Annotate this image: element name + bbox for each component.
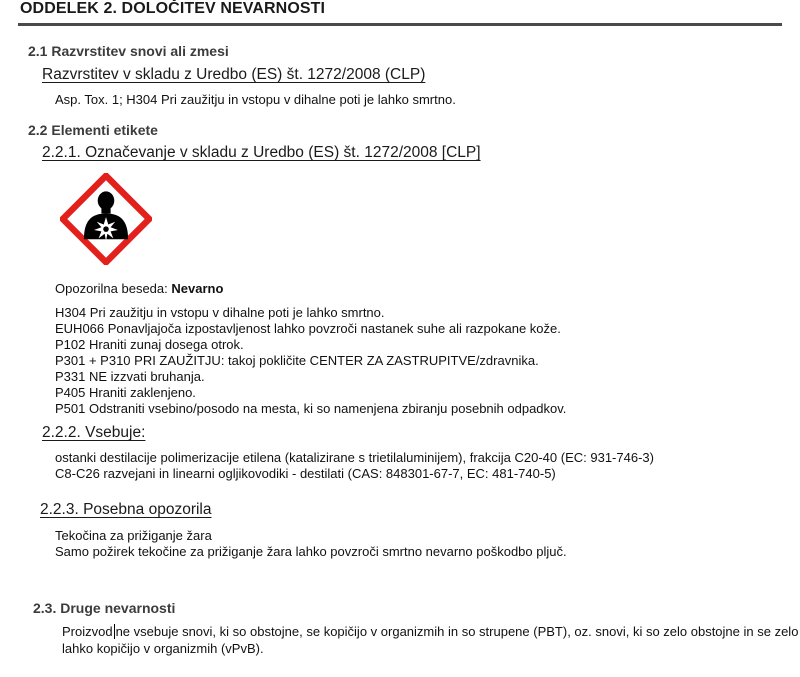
subheading-2-2-1: 2.2.1. Označevanje v skladu z Uredbo (ES) št. 1272/2008 [CLP] <box>42 144 481 161</box>
other-hazards-text-rest: ne vsebuje snovi, ki so obstojne, se kopičijo v organizmih in so strupene (PBT), oz. snovi, ki so zelo obstojne in se zelo <box>115 624 799 639</box>
signal-word: Nevarno <box>171 281 224 296</box>
section-title: ODDELEK 2. DOLOČITEV NEVARNOSTI <box>20 0 326 17</box>
heading-2-2: 2.2 Elementi etikete <box>28 122 158 138</box>
statement-item: P331 NE izzvati bruhanja. <box>55 369 205 384</box>
statement-item: EUH066 Ponavljajoča izpostavljenost lahko povzroči nastanek suhe ali razpokane kože. <box>55 321 561 336</box>
health-hazard-icon <box>60 173 152 265</box>
statement-item: P405 Hraniti zaklenjeno. <box>55 385 196 400</box>
special-warning-line: Samo požirek tekočine za prižiganje žara lahko povzroči smrtno nevarno poškodbo pljuč. <box>55 544 567 559</box>
contains-item: C8-C26 razvejani in linearni ogljikovodiki - destilati (CAS: 848301-67-7, EC: 481-740-5) <box>55 466 556 481</box>
statement-item: P102 Hraniti zunaj dosega otrok. <box>55 337 244 352</box>
statement-item: P301 + P310 PRI ZAUŽITJU: takoj pokličite CENTER ZA ZASTRUPITVE/zdravnika. <box>55 353 539 368</box>
subheading-2-1-clp: Razvrstitev v skladu z Uredbo (ES) št. 1272/2008 (CLP) <box>42 66 426 83</box>
contains-item: ostanki destilacije polimerizacije etilena (katalizirane s trietilaluminijem), frakcija C20-40 (EC: 931-746-3) <box>55 450 654 465</box>
special-warning-line: Tekočina za prižiganje žara <box>55 528 212 543</box>
other-hazards-text-start: Proizvod <box>62 624 113 639</box>
signal-word-row <box>55 281 223 296</box>
signal-word-label: Opozorilna beseda: <box>55 281 168 296</box>
heading-2-3: 2.3. Druge nevarnosti <box>33 600 176 616</box>
subheading-2-2-3: 2.2.3. Posebna opozorila <box>40 501 212 518</box>
other-hazards-text <box>62 624 798 639</box>
statement-item: P501 Odstraniti vsebino/posodo na mesta, ki so namenjena zbiranju posebnih odpadkov. <box>55 401 567 416</box>
classification-text: Asp. Tox. 1; H304 Pri zaužitju in vstopu v dihalne poti je lahko smrtno. <box>55 92 456 107</box>
heading-2-1: 2.1 Razvrstitev snovi ali zmesi <box>28 43 229 59</box>
section-divider <box>18 23 782 26</box>
statement-item: H304 Pri zaužitju in vstopu v dihalne poti je lahko smrtno. <box>55 305 385 320</box>
subheading-2-2-2: 2.2.2. Vsebuje: <box>42 424 146 441</box>
other-hazards-text-line2: lahko kopičijo v organizmih (vPvB). <box>62 641 264 656</box>
text-cursor <box>114 624 115 639</box>
